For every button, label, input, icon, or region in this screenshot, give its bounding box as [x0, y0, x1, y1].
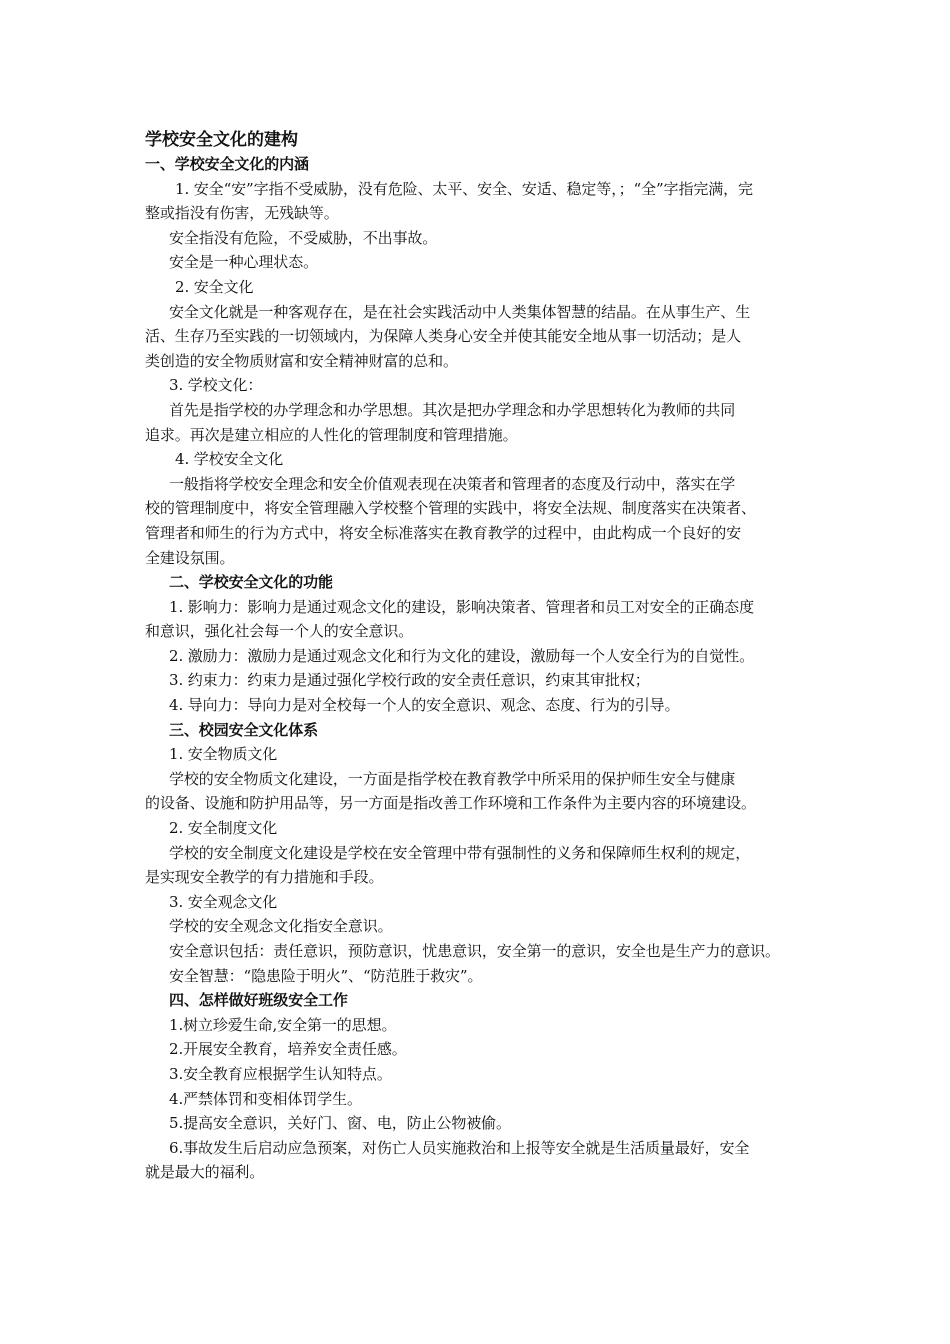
paragraph-line: 就是最大的福利。 [145, 1163, 265, 1182]
paragraph-line: 安全文化就是一种客观存在，是在社会实践活动中人类集体智慧的结晶。在从事生产、生 [169, 302, 751, 321]
paragraph-line: 1.树立珍爱生命,安全第一的思想。 [169, 1015, 397, 1034]
paragraph-line: 4.严禁体罚和变相体罚学生。 [169, 1089, 362, 1108]
paragraph-line: 4. 学校安全文化 [175, 450, 284, 469]
paragraph-line: 5.提高安全意识，关好门、窗、电，防止公物被偷。 [169, 1114, 511, 1133]
paragraph-line: 学校的安全制度文化建设是学校在安全管理中带有强制性的义务和保障师生权利的规定， [169, 843, 751, 862]
paragraph-line: 2. 安全文化 [175, 277, 254, 296]
paragraph-line: 1. 安全物质文化 [169, 745, 278, 764]
paragraph-line: 和意识，强化社会每一个人的安全意识。 [145, 622, 414, 641]
paragraph-line: 安全意识包括：责任意识，预防意识，忧患意识，安全第一的意识，安全也是生产力的意识。 [169, 942, 780, 960]
paragraph-line: 校的管理制度中，将安全管理融入学校整个管理的实践中，将安全法规、制度落实在决策者、 [145, 499, 756, 518]
paragraph-line: 2. 激励力：激励力是通过观念文化和行为文化的建设，激励每一个人安全行为的自觉性。 [169, 646, 754, 665]
paragraph-line: 学校的安全观念文化指安全意识。 [169, 917, 393, 936]
document-page [145, 128, 820, 1185]
paragraph-line: 3. 学校文化： [169, 376, 263, 395]
section-heading: 三、校园安全文化体系 [169, 720, 319, 739]
paragraph-line: 6.事故发生后启动应急预案，对伤亡人员实施救治和上报等安全就是生活质量最好，安全 [169, 1138, 750, 1157]
section-heading: 四、怎样做好班级安全工作 [169, 991, 348, 1010]
paragraph-line: 2. 安全制度文化 [169, 819, 278, 838]
paragraph-line: 全建设氛围。 [145, 548, 235, 567]
paragraph-line: 4. 导向力：导向力是对全校每一个人的安全意识、观念、态度、行为的引导。 [169, 696, 680, 715]
document-body [145, 152, 820, 1185]
paragraph-line: 的设备、设施和防护用品等，另一方面是指改善工作环境和工作条件为主要内容的环境建设。 [145, 794, 756, 813]
paragraph-line: 3. 安全观念文化 [169, 892, 278, 911]
paragraph-line: 安全智慧：“隐患险于明火”、“防范胜于救灾”。 [169, 966, 483, 985]
paragraph-line: 活、生存乃至实践的一切领域内，为保障人类身心安全并使其能安全地从事一切活动；是人 [145, 327, 742, 346]
paragraph-line: 2.开展安全教育，培养安全责任感。 [169, 1040, 407, 1059]
paragraph-line: 首先是指学校的办学理念和办学思想。其次是把办学理念和办学思想转化为教师的共同 [169, 400, 736, 419]
section-heading: 二、学校安全文化的功能 [169, 573, 333, 592]
paragraph-line: 1. 安全“安”字指不受威胁，没有危险、太平、安全、安适、稳定等，；“全”字指完满，完 [175, 179, 753, 198]
section-heading: 一、学校安全文化的内涵 [145, 155, 309, 173]
paragraph-line: 安全是一种心理状态。 [169, 253, 319, 272]
document-title: 学校安全文化的建构 [145, 130, 298, 150]
paragraph-line: 是实现安全教学的有力措施和手段。 [145, 868, 384, 887]
paragraph-line: 整或指没有伤害，无残缺等。 [145, 204, 339, 223]
paragraph-line: 一般指将学校安全理念和安全价值观表现在决策者和管理者的态度及行动中，落实在学 [169, 474, 736, 493]
paragraph-line: 3. 约束力：约束力是通过强化学校行政的安全责任意识，约束其审批权； [169, 671, 650, 690]
paragraph-line: 管理者和师生的行为方式中，将安全标准落实在教育教学的过程中，由此构成一个良好的安 [145, 523, 742, 542]
paragraph-line: 学校的安全物质文化建设，一方面是指学校在教育教学中所采用的保护师生安全与健康 [169, 769, 736, 788]
paragraph-line: 3.安全教育应根据学生认知特点。 [169, 1064, 392, 1083]
paragraph-line: 类创造的安全物质财富和安全精神财富的总和。 [145, 351, 458, 370]
paragraph-line: 1. 影响力：影响力是通过观念文化的建设，影响决策者、管理者和员工对安全的正确态度 [169, 597, 754, 616]
paragraph-line: 追求。再次是建立相应的人性化的管理制度和管理措施。 [145, 425, 518, 444]
paragraph-line: 安全指没有危险，不受威胁，不出事故。 [169, 228, 438, 247]
